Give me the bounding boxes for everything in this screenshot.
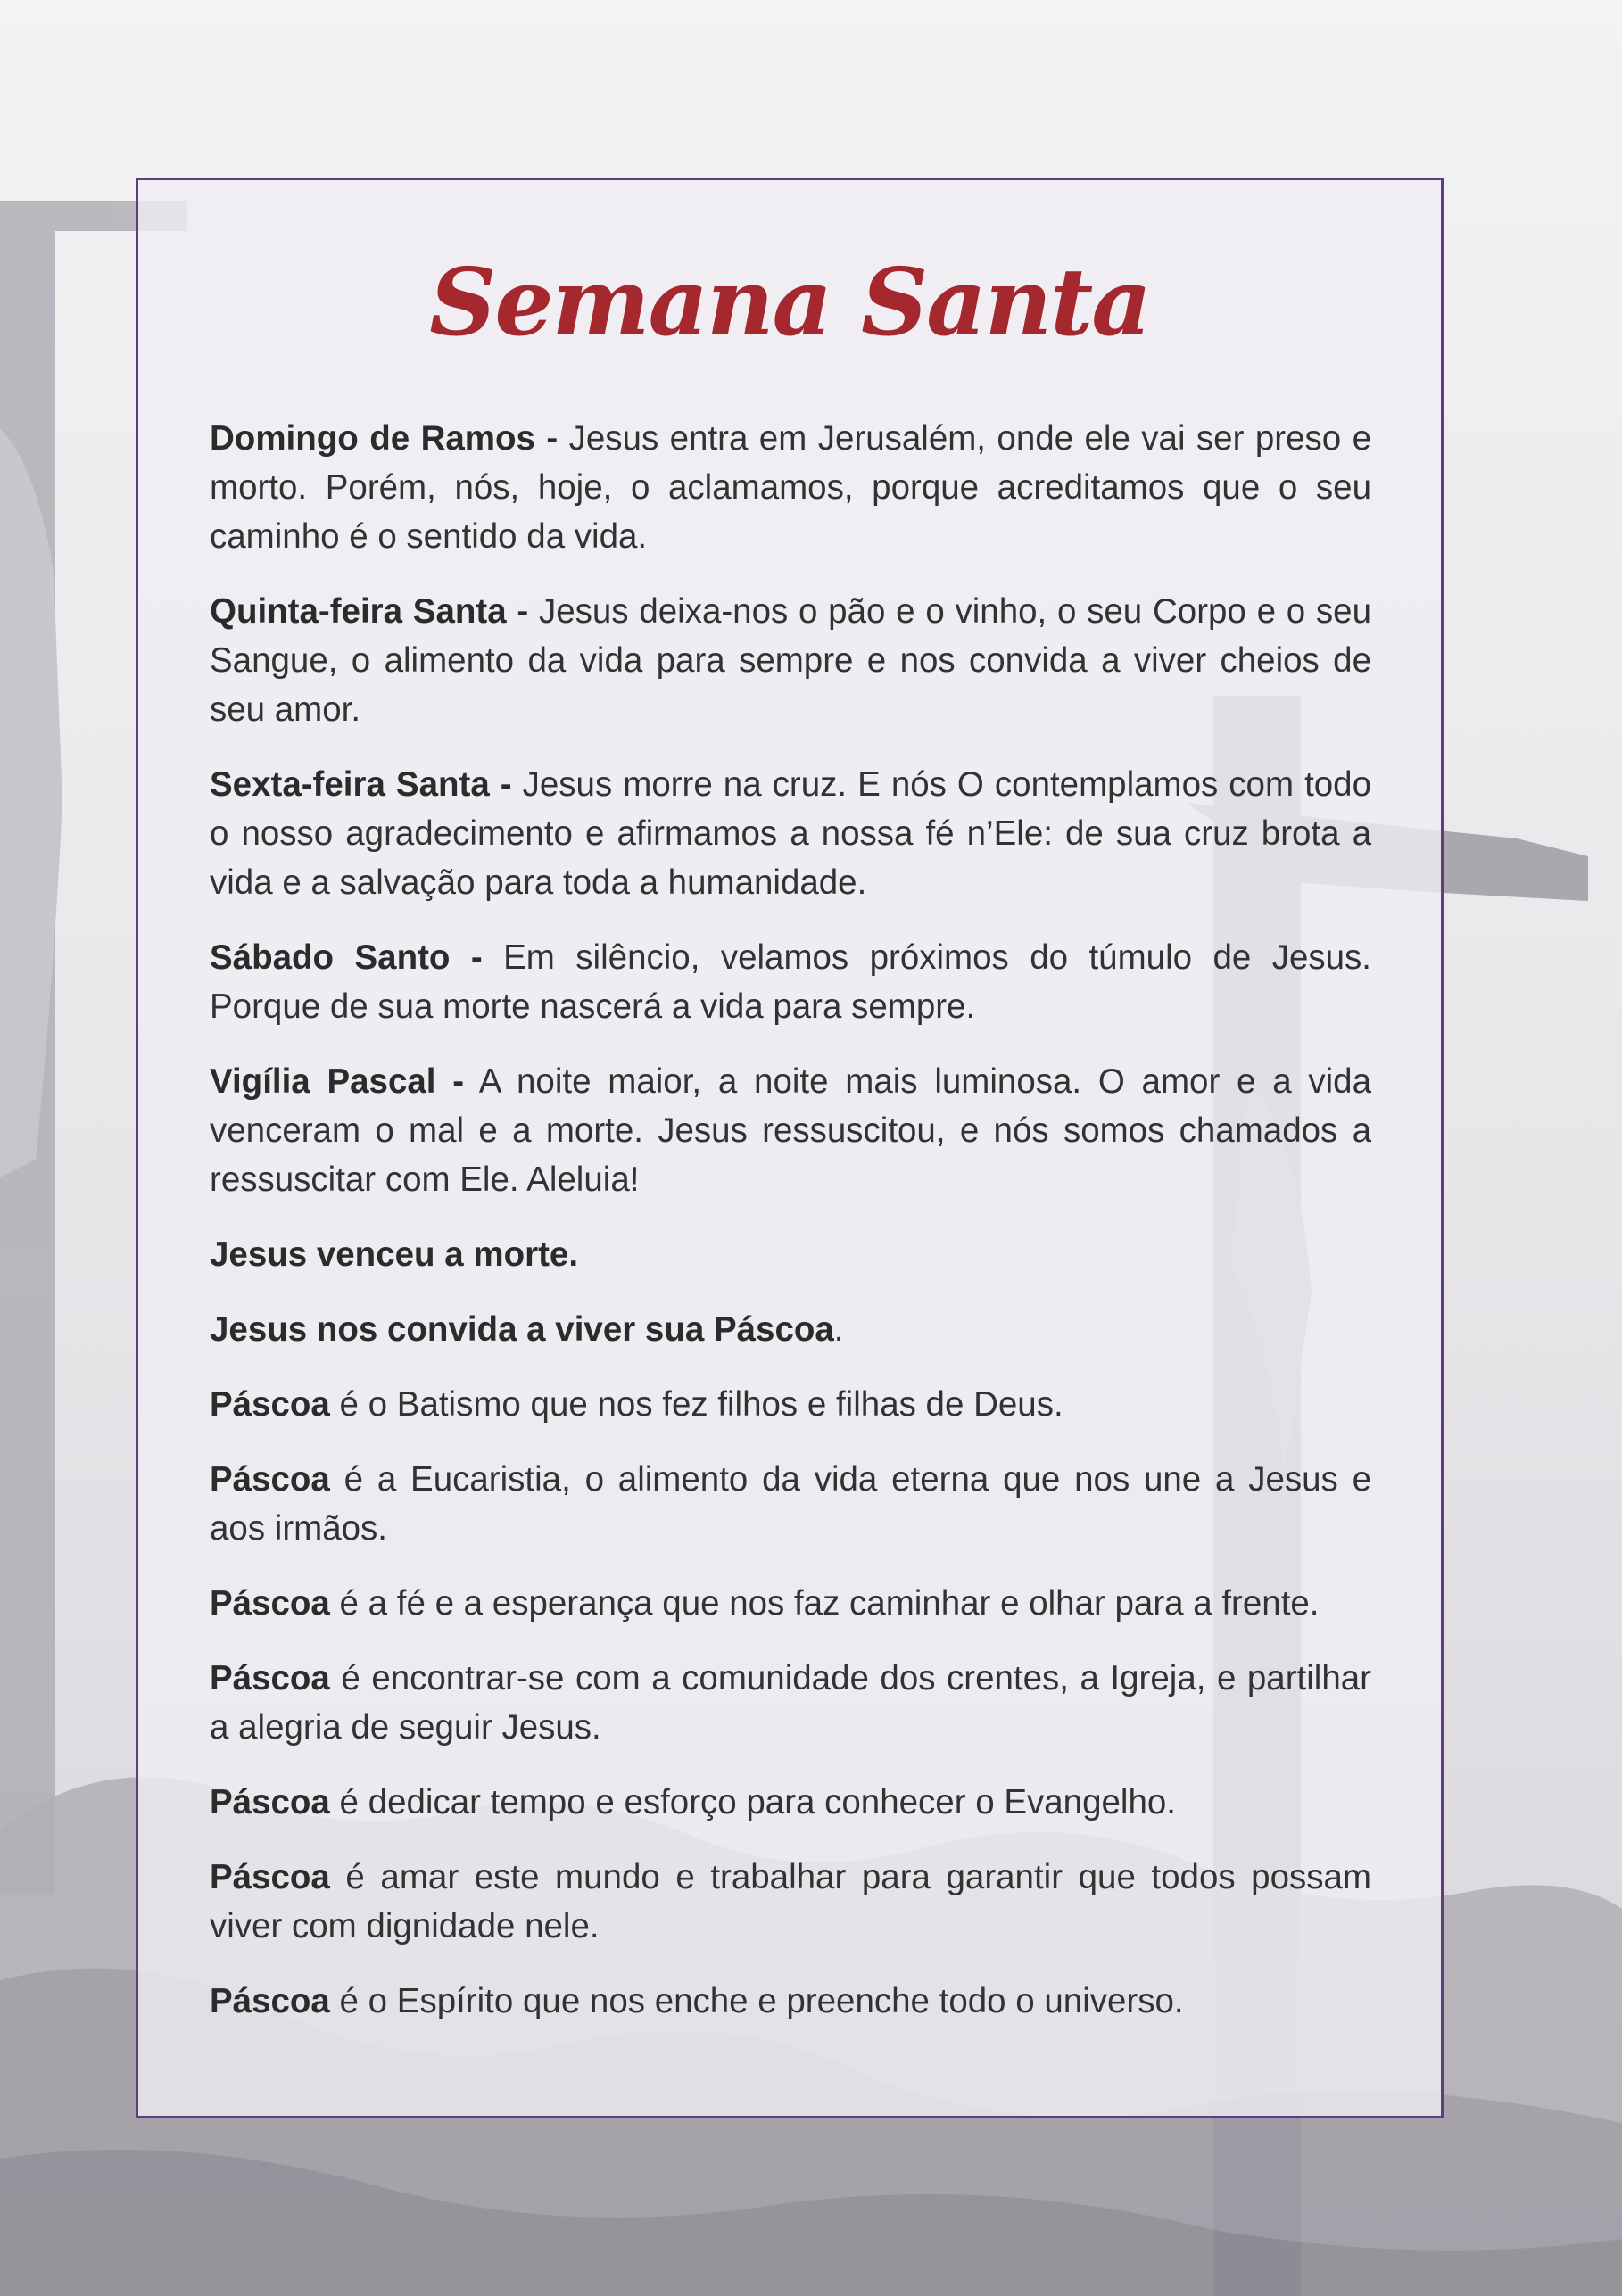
paragraph-list (210, 414, 1371, 2052)
paragraph-text: é encontrar-se com a comunidade dos crentes, a Igreja, e partilhar a alegria de seguir Jesus. (210, 1659, 1371, 1747)
paragraph-pascoa-evangelho (210, 1778, 1371, 1827)
paragraph-text: A noite maior, a noite mais luminosa. O amor e a vida venceram o mal e a morte. Jesus ressuscitou, e nós somos chamados a ressuscitar com Ele. Aleluia! (210, 1062, 1371, 1199)
paragraph-pascoa-amar-mundo (210, 1853, 1371, 1951)
paragraph-heading: Páscoa (210, 1659, 330, 1697)
paragraph-sexta-feira-santa (210, 760, 1371, 907)
paragraph-heading: Sábado Santo - (210, 938, 483, 977)
paragraph-pascoa-batismo (210, 1380, 1371, 1429)
paragraph-pascoa-comunidade (210, 1654, 1371, 1752)
paragraph-pascoa-espirito (210, 1977, 1371, 2026)
paragraph-quinta-feira-santa (210, 587, 1371, 734)
paragraph-heading: Jesus nos convida a viver sua Páscoa (210, 1310, 834, 1349)
paragraph-heading: Páscoa (210, 1460, 330, 1499)
paragraph-heading: Páscoa (210, 1982, 330, 2020)
paragraph-text: é o Espírito que nos enche e preenche todo o universo. (329, 1982, 1184, 2020)
paragraph-text: é amar este mundo e trabalhar para garantir que todos possam viver com dignidade nele. (210, 1858, 1371, 1945)
paragraph-heading: Vigília Pascal - (210, 1062, 465, 1101)
paragraph-heading: Sexta-feira Santa - (210, 765, 512, 804)
paragraph-pascoa-fe-esperanca (210, 1579, 1371, 1628)
paragraph-text: . (833, 1310, 844, 1349)
paragraph-sabado-santo (210, 933, 1371, 1031)
text-panel (136, 178, 1444, 2118)
paragraph-text: é a Eucaristia, o alimento da vida eterna que nos une a Jesus e aos irmãos. (210, 1460, 1371, 1548)
paragraph-heading: Jesus venceu a morte. (210, 1235, 579, 1274)
paragraph-text: é a fé e a esperança que nos faz caminhar e olhar para a frente. (329, 1584, 1320, 1623)
paragraph-heading: Páscoa (210, 1858, 330, 1896)
paragraph-pascoa-eucaristia (210, 1455, 1371, 1553)
paragraph-text: Jesus entra em Jerusalém, onde ele vai ser preso e morto. Porém, nós, hoje, o aclamamos, porque acreditamos que o seu caminho é o sentido da vida. (210, 419, 1371, 556)
paragraph-vigilia-pascal (210, 1057, 1371, 1204)
paragraph-heading: Domingo de Ramos - (210, 419, 559, 458)
paragraph-jesus-venceu (210, 1230, 1371, 1279)
paragraph-heading: Quinta-feira Santa - (210, 592, 529, 631)
page-title: Semana Santa (429, 247, 1150, 357)
paragraph-heading: Páscoa (210, 1783, 330, 1821)
paragraph-heading: Páscoa (210, 1584, 330, 1623)
paragraph-text: Jesus deixa-nos o pão e o vinho, o seu Corpo e o seu Sangue, o alimento da vida para sempre e nos convida a viver cheios de seu amor. (210, 592, 1371, 729)
paragraph-text: Em silêncio, velamos próximos do túmulo de Jesus. Porque de sua morte nascerá a vida para sempre. (210, 938, 1371, 1026)
paragraph-domingo-de-ramos (210, 414, 1371, 561)
paragraph-text: é dedicar tempo e esforço para conhecer o Evangelho. (329, 1783, 1176, 1821)
paragraph-text: Jesus morre na cruz. E nós O contemplamos com todo o nosso agradecimento e afirmamos a nossa fé n’Ele: de sua cruz brota a vida e a salvação para toda a humanidade. (210, 765, 1371, 902)
paragraph-jesus-nos-convida (210, 1305, 1371, 1354)
paragraph-heading: Páscoa (210, 1385, 330, 1424)
paragraph-text: é o Batismo que nos fez filhos e filhas de Deus. (329, 1385, 1063, 1424)
